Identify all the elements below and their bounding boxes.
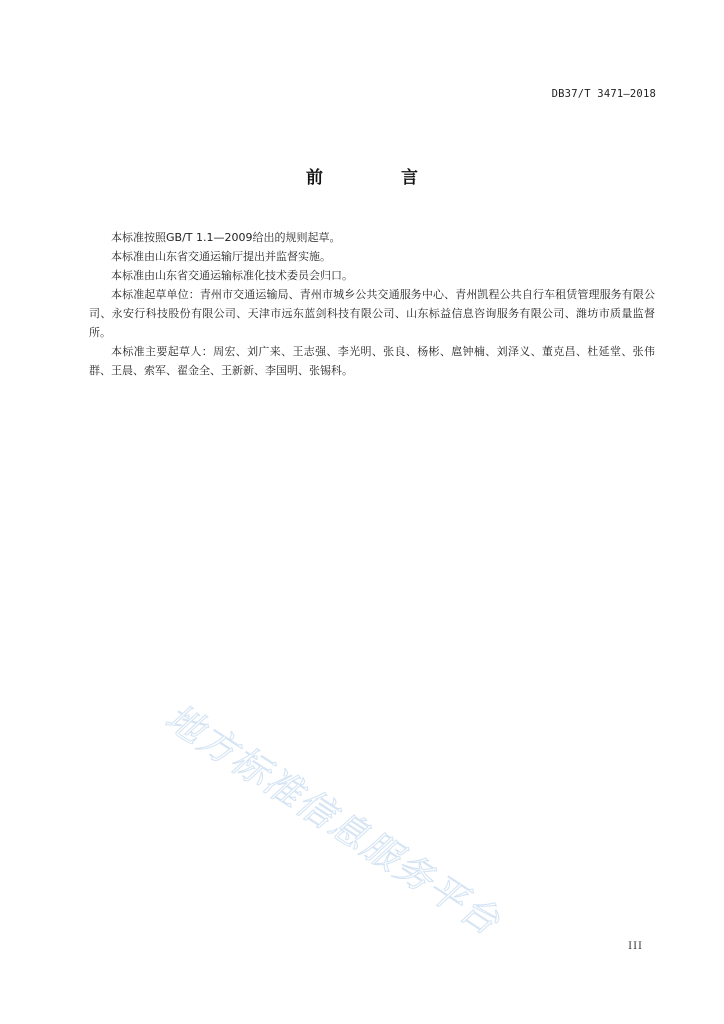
foreword-body [89, 228, 655, 380]
paragraph-drafters: 本标准主要起草人：周宏、刘广来、王志强、李光明、张良、杨彬、扈钟楠、刘泽义、董克昌、杜延堂、张伟群、王晨、索军、翟金全、王新新、李国明、张锡科。 [89, 345, 655, 377]
standard-code: DB37/T 3471—2018 [551, 88, 656, 100]
paragraph-proposer: 本标准由山东省交通运输厅提出并监督实施。 [111, 250, 331, 263]
paragraph-drafting-rules: 本标准按照GB/T 1.1—2009给出的规则起草。 [111, 231, 341, 244]
page-number: III [628, 941, 643, 952]
watermark: 地方标准信息服务平台 [157, 695, 509, 945]
paragraph-committee: 本标准由山东省交通运输标准化技术委员会归口。 [111, 269, 353, 282]
paragraph-drafting-units: 本标准起草单位：青州市交通运输局、青州市城乡公共交通服务中心、青州凯程公共自行车租赁管理服务有限公司、永安行科技股份有限公司、天津市远东蓝剑科技有限公司、山东标益信息咨询服务有限公司、潍坊市质量监督所。 [89, 288, 655, 339]
page-title: 前 言 [306, 168, 454, 188]
